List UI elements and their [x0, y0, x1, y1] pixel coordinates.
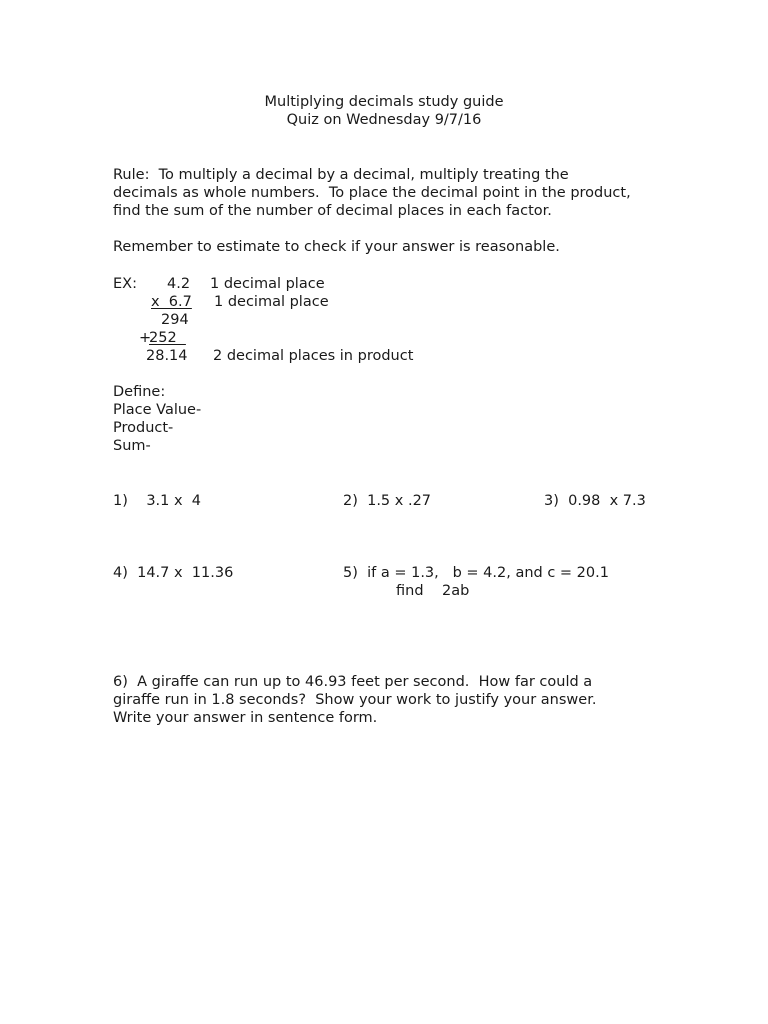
example-factor-1-note: 1 decimal place — [210, 276, 325, 292]
define-term-sum: Sum- — [113, 438, 151, 454]
problem-3: 3) 0.98 x 7.3 — [544, 493, 646, 509]
problem-2: 2) 1.5 x .27 — [343, 493, 432, 509]
example-product-note: 2 decimal places in product — [213, 348, 414, 364]
example-partial-product-2: 252 — [149, 330, 186, 346]
estimate-reminder: Remember to estimate to check if your answer is reasonable. — [113, 239, 560, 255]
page-title: Multiplying decimals study guide — [264, 94, 504, 110]
example-factor-1: 4.2 — [167, 276, 191, 292]
define-term-place-value: Place Value- — [113, 402, 202, 418]
word-problem-line: 6) A giraffe can run up to 46.93 feet per second. How far could a — [113, 674, 593, 690]
problem-1: 1) 3.1 x 4 — [113, 493, 202, 509]
problem-5-instruction: find 2ab — [396, 583, 470, 599]
example-factor-2-note: 1 decimal place — [214, 294, 329, 310]
page-subtitle: Quiz on Wednesday 9/7/16 — [286, 112, 482, 128]
example-factor-2: x 6.7 — [151, 294, 192, 310]
rule-line: Rule: To multiply a decimal by a decimal, multiply treating the — [113, 167, 569, 183]
word-problem-line: Write your answer in sentence form. — [113, 710, 378, 726]
example-plus-sign: + — [139, 330, 152, 346]
problem-4: 4) 14.7 x 11.36 — [113, 565, 234, 581]
define-term-product: Product- — [113, 420, 174, 436]
example-product: 28.14 — [146, 348, 188, 364]
define-heading: Define: — [113, 384, 166, 400]
problem-5: 5) if a = 1.3, b = 4.2, and c = 20.1 — [343, 565, 609, 581]
example-label: EX: — [113, 276, 137, 292]
rule-line: decimals as whole numbers. To place the decimal point in the product, — [113, 185, 631, 201]
example-partial-product-1: 294 — [161, 312, 189, 328]
rule-line: find the sum of the number of decimal places in each factor. — [113, 203, 552, 219]
word-problem-line: giraffe run in 1.8 seconds? Show your work to justify your answer. — [113, 692, 597, 708]
